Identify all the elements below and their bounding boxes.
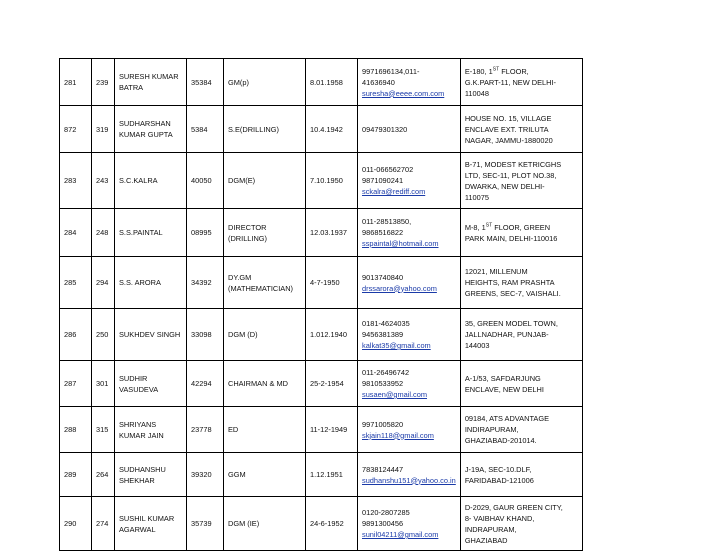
name-line: S.C.KALRA <box>119 176 158 185</box>
address-line: 09184, ATS ADVANTAGE <box>464 414 550 423</box>
name-cell <box>115 453 187 497</box>
contact-cell <box>358 209 461 257</box>
member-id-cell: 239 <box>92 59 115 106</box>
address-line: G.K.PART-11, NEW DELHI- <box>464 77 556 87</box>
address-cell <box>460 106 582 153</box>
name-line: SURESH KUMAR <box>119 72 179 81</box>
name-line: SUDHIR <box>119 373 148 383</box>
phone-line: 011-26496742 <box>362 368 410 377</box>
phone-line: 9810533952 <box>362 379 404 388</box>
employee-number-cell: 39320 <box>187 453 224 497</box>
name-line: AGARWAL <box>119 524 156 534</box>
address-cell <box>460 497 582 551</box>
table-row <box>60 453 583 497</box>
employee-number-cell: 5384 <box>187 106 224 153</box>
contact-cell <box>358 453 461 497</box>
address-line: INDIRAPURAM, <box>464 425 519 434</box>
email-link[interactable]: sckalra@rediff.com <box>362 187 426 196</box>
address-line: B-71, MODEST KETRICGHS <box>464 159 562 169</box>
address-cell <box>460 361 582 407</box>
table-row <box>60 59 583 106</box>
employee-number-cell: 33098 <box>187 309 224 361</box>
address-line: GHAZIABAD-201014. <box>464 436 537 445</box>
phone-line: 9971696134,011- <box>362 66 420 76</box>
contact-table <box>59 58 583 551</box>
designation-cell <box>224 209 306 257</box>
member-id-cell: 264 <box>92 453 115 497</box>
employee-number-cell: 40050 <box>187 153 224 209</box>
email-link[interactable]: sunil04211@gmail.com <box>362 530 439 539</box>
name-line: BATRA <box>119 83 144 92</box>
date-of-birth-cell: 8.01.1958 <box>306 59 358 106</box>
phone-line: 9868516822 <box>362 228 404 237</box>
name-line: SUDHARSHAN <box>119 119 171 128</box>
table-row <box>60 309 583 361</box>
date-of-birth-cell: 24-6-1952 <box>306 497 358 551</box>
designation-cell <box>224 361 306 407</box>
serial-number-cell: 289 <box>60 453 92 497</box>
phone-line: 0181-4624035 <box>362 319 410 328</box>
address-line: J-19A, SEC-10.DLF, <box>464 464 532 474</box>
designation-cell <box>224 453 306 497</box>
email-link[interactable]: sspaintal@hotmail.com <box>362 239 439 248</box>
address-line: JALLNADHAR, PUNJAB- <box>464 330 549 339</box>
employee-number-cell: 42294 <box>187 361 224 407</box>
name-cell <box>115 407 187 453</box>
address-line: 8- VAIBHAV KHAND, <box>464 513 535 523</box>
address-line: INDRAPURAM, <box>464 524 517 534</box>
contact-cell <box>358 257 461 309</box>
email-link[interactable]: susaen@gmail.com <box>362 390 428 399</box>
designation-line: DY.GM <box>228 272 252 282</box>
phone-line: 9871090241 <box>362 176 404 185</box>
address-cell <box>460 257 582 309</box>
contact-cell <box>358 497 461 551</box>
name-line: S.S.PAINTAL <box>119 228 163 237</box>
designation-line: S.E(DRILLING) <box>228 124 279 134</box>
name-line: VASUDEVA <box>119 384 159 394</box>
member-id-cell: 315 <box>92 407 115 453</box>
phone-line: 011-066562702 <box>362 165 414 174</box>
member-id-cell: 301 <box>92 361 115 407</box>
contact-cell <box>358 407 461 453</box>
address-line: LTD, SEC-11, PLOT NO.38, <box>464 170 557 180</box>
member-id-cell: 294 <box>92 257 115 309</box>
designation-line: GM(p) <box>228 77 249 87</box>
serial-number-cell: 288 <box>60 407 92 453</box>
email-link[interactable]: suresha@eeee.com.com <box>362 88 445 98</box>
member-id-cell: 243 <box>92 153 115 209</box>
phone-line: 011-28513850, <box>362 217 412 226</box>
name-cell <box>115 257 187 309</box>
address-line: ENCLAVE, NEW DELHI <box>464 384 544 394</box>
address-line: 110048 <box>464 88 489 98</box>
address-line: PARK MAIN, DELHI-110016 <box>464 233 558 243</box>
designation-cell <box>224 497 306 551</box>
contact-cell <box>358 153 461 209</box>
email-link[interactable]: kalkat35@gmail.com <box>362 341 431 350</box>
name-line: KUMAR GUPTA <box>119 130 173 139</box>
member-id-cell: 274 <box>92 497 115 551</box>
address-line: NAGAR, JAMMU-1880020 <box>464 135 553 145</box>
phone-line: 7838124447 <box>362 464 404 474</box>
address-line: D-2029, GAUR GREEN CITY, <box>464 502 563 512</box>
phone-line: 41636940 <box>362 77 395 87</box>
document-page <box>59 58 583 551</box>
name-cell <box>115 309 187 361</box>
designation-line: (DRILLING) <box>228 233 268 243</box>
address-line: E-180, 1ST FLOOR, <box>464 66 529 76</box>
address-line: FARIDABAD-121006 <box>464 475 534 485</box>
table-row <box>60 209 583 257</box>
member-id-cell: 248 <box>92 209 115 257</box>
designation-line: CHAIRMAN & MD <box>228 379 288 388</box>
address-line: DWARKA, NEW DELHI- <box>464 181 545 191</box>
employee-number-cell: 08995 <box>187 209 224 257</box>
designation-line: DGM (D) <box>228 330 258 339</box>
member-id-cell: 319 <box>92 106 115 153</box>
designation-cell <box>224 257 306 309</box>
name-line: SHRIYANS <box>119 419 157 429</box>
address-cell <box>460 309 582 361</box>
serial-number-cell: 285 <box>60 257 92 309</box>
phone-line: 9013740840 <box>362 272 404 282</box>
table-row <box>60 257 583 309</box>
date-of-birth-cell: 11-12-1949 <box>306 407 358 453</box>
phone-line: 9456381389 <box>362 330 404 339</box>
address-line: HEIGHTS, RAM PRASHTA <box>464 278 555 287</box>
name-cell <box>115 209 187 257</box>
name-cell <box>115 361 187 407</box>
designation-line: DGM(E) <box>228 176 256 185</box>
contact-cell <box>358 59 461 106</box>
serial-number-cell: 281 <box>60 59 92 106</box>
name-cell <box>115 106 187 153</box>
address-cell <box>460 209 582 257</box>
name-cell <box>115 59 187 106</box>
phone-line: 9971005820 <box>362 419 404 429</box>
designation-line: DGM (IE) <box>228 519 260 528</box>
address-line: 12021, MILLENUM <box>464 267 528 276</box>
contact-cell <box>358 361 461 407</box>
serial-number-cell: 872 <box>60 106 92 153</box>
name-line: SUSHIL KUMAR <box>119 513 175 523</box>
designation-cell <box>224 59 306 106</box>
designation-cell <box>224 309 306 361</box>
employee-number-cell: 35739 <box>187 497 224 551</box>
date-of-birth-cell: 10.4.1942 <box>306 106 358 153</box>
date-of-birth-cell: 12.03.1937 <box>306 209 358 257</box>
table-row <box>60 153 583 209</box>
address-line: GHAZIABAD <box>464 535 508 545</box>
address-line: A-1/53, SAFDARJUNG <box>464 373 541 383</box>
phone-line: 09479301320 <box>362 124 408 134</box>
address-line: ENCLAVE EXT. TRILUTA <box>464 124 549 134</box>
table-row <box>60 407 583 453</box>
address-line: GREENS, SEC-7, VAISHALI. <box>464 289 561 298</box>
designation-cell <box>224 106 306 153</box>
serial-number-cell: 286 <box>60 309 92 361</box>
serial-number-cell: 290 <box>60 497 92 551</box>
designation-line: DIRECTOR <box>228 222 267 232</box>
address-cell <box>460 153 582 209</box>
serial-number-cell: 287 <box>60 361 92 407</box>
name-cell <box>115 497 187 551</box>
phone-line: 0120-2807285 <box>362 508 410 517</box>
name-line: SUKHDEV SINGH <box>119 330 181 339</box>
designation-line: (MATHEMATICIAN) <box>228 283 294 293</box>
address-cell <box>460 453 582 497</box>
address-cell <box>460 407 582 453</box>
designation-line: GGM <box>228 470 246 479</box>
designation-line: ED <box>228 425 239 434</box>
phone-line: 9891300456 <box>362 519 404 528</box>
table-row <box>60 497 583 551</box>
member-id-cell: 250 <box>92 309 115 361</box>
employee-number-cell: 34392 <box>187 257 224 309</box>
date-of-birth-cell: 1.012.1940 <box>306 309 358 361</box>
name-line: KUMAR JAIN <box>119 430 164 440</box>
employee-number-cell: 35384 <box>187 59 224 106</box>
address-line: HOUSE NO. 15, VILLAGE <box>464 113 552 123</box>
address-line: 35, GREEN MODEL TOWN, <box>464 319 558 328</box>
address-cell <box>460 59 582 106</box>
designation-cell <box>224 407 306 453</box>
table-row <box>60 106 583 153</box>
serial-number-cell: 283 <box>60 153 92 209</box>
address-line: 110075 <box>464 192 489 202</box>
date-of-birth-cell: 1.12.1951 <box>306 453 358 497</box>
table-row <box>60 361 583 407</box>
name-line: SUDHANSHU <box>119 464 166 474</box>
email-link[interactable]: drssarora@yahoo.com <box>362 283 437 293</box>
contact-cell <box>358 106 461 153</box>
date-of-birth-cell: 7.10.1950 <box>306 153 358 209</box>
date-of-birth-cell: 25-2-1954 <box>306 361 358 407</box>
employee-number-cell: 23778 <box>187 407 224 453</box>
name-line: S.S. ARORA <box>119 278 161 287</box>
email-link[interactable]: skjain118@gmail.com <box>362 430 434 440</box>
address-line: M-8, 1ST FLOOR, GREEN <box>464 222 551 232</box>
contact-cell <box>358 309 461 361</box>
designation-cell <box>224 153 306 209</box>
name-cell <box>115 153 187 209</box>
serial-number-cell: 284 <box>60 209 92 257</box>
date-of-birth-cell: 4-7-1950 <box>306 257 358 309</box>
email-link[interactable]: sudhanshu151@yahoo.co.in <box>362 475 456 485</box>
name-line: SHEKHAR <box>119 475 155 485</box>
address-line: 144003 <box>464 341 490 350</box>
